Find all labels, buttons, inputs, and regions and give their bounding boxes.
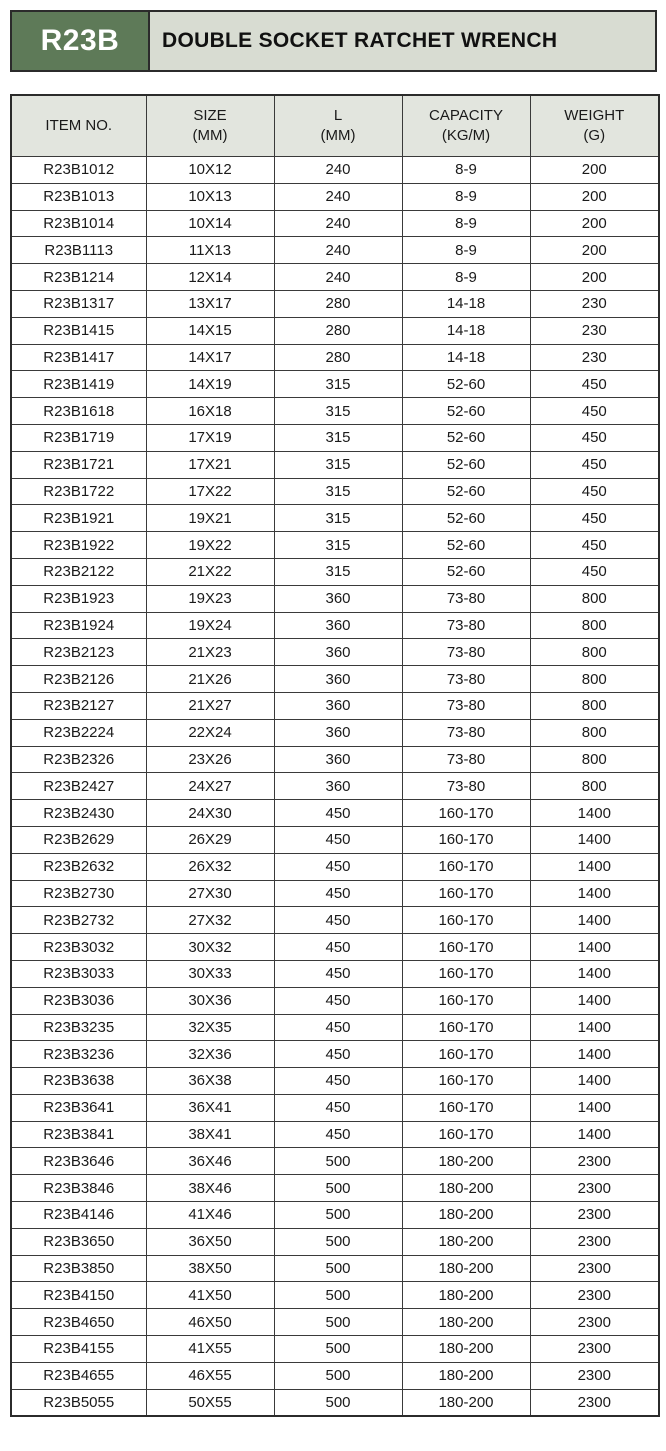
size-cell: 46X55 — [146, 1362, 274, 1389]
capacity-cell: 52-60 — [402, 424, 530, 451]
size-cell: 27X30 — [146, 880, 274, 907]
size-cell: 19X24 — [146, 612, 274, 639]
length-cell: 240 — [274, 210, 402, 237]
length-cell: 450 — [274, 987, 402, 1014]
item-no-cell: R23B1722 — [11, 478, 146, 505]
length-cell: 450 — [274, 934, 402, 961]
table-row — [11, 853, 659, 880]
size-cell: 17X21 — [146, 451, 274, 478]
table-row — [11, 478, 659, 505]
size-cell: 19X22 — [146, 532, 274, 559]
length-cell: 500 — [274, 1362, 402, 1389]
length-cell: 280 — [274, 290, 402, 317]
weight-cell: 450 — [530, 451, 659, 478]
table-row — [11, 264, 659, 291]
capacity-cell: 73-80 — [402, 773, 530, 800]
item-no-cell: R23B1719 — [11, 424, 146, 451]
weight-cell: 2300 — [530, 1202, 659, 1229]
length-cell: 500 — [274, 1336, 402, 1363]
weight-cell: 1400 — [530, 934, 659, 961]
length-cell: 450 — [274, 1094, 402, 1121]
item-no-cell: R23B2730 — [11, 880, 146, 907]
table-row — [11, 183, 659, 210]
table-row — [11, 1282, 659, 1309]
table-row — [11, 210, 659, 237]
item-no-cell: R23B3638 — [11, 1068, 146, 1095]
capacity-cell: 180-200 — [402, 1389, 530, 1416]
length-cell: 500 — [274, 1228, 402, 1255]
length-cell: 450 — [274, 826, 402, 853]
capacity-cell: 180-200 — [402, 1175, 530, 1202]
weight-cell: 1400 — [530, 1068, 659, 1095]
capacity-cell: 180-200 — [402, 1228, 530, 1255]
table-row — [11, 424, 659, 451]
item-no-cell: R23B2326 — [11, 746, 146, 773]
size-cell: 14X17 — [146, 344, 274, 371]
capacity-cell: 160-170 — [402, 934, 530, 961]
size-cell: 41X55 — [146, 1336, 274, 1363]
weight-cell: 800 — [530, 746, 659, 773]
table-row — [11, 987, 659, 1014]
capacity-cell: 160-170 — [402, 1014, 530, 1041]
length-cell: 500 — [274, 1175, 402, 1202]
size-cell: 26X29 — [146, 826, 274, 853]
length-cell: 450 — [274, 880, 402, 907]
item-no-cell: R23B4650 — [11, 1309, 146, 1336]
size-cell: 16X18 — [146, 398, 274, 425]
capacity-cell: 8-9 — [402, 210, 530, 237]
weight-cell: 230 — [530, 344, 659, 371]
weight-cell: 2300 — [530, 1255, 659, 1282]
table-row — [11, 639, 659, 666]
item-no-cell: R23B4146 — [11, 1202, 146, 1229]
length-cell: 450 — [274, 853, 402, 880]
capacity-cell: 73-80 — [402, 692, 530, 719]
capacity-cell: 52-60 — [402, 532, 530, 559]
size-cell: 19X23 — [146, 585, 274, 612]
length-cell: 450 — [274, 907, 402, 934]
table-row — [11, 451, 659, 478]
table-row — [11, 907, 659, 934]
weight-cell: 450 — [530, 371, 659, 398]
capacity-cell: 8-9 — [402, 264, 530, 291]
table-row — [11, 960, 659, 987]
weight-cell: 1400 — [530, 1094, 659, 1121]
size-cell: 10X12 — [146, 157, 274, 184]
product-code: R23B — [12, 12, 150, 70]
item-no-cell: R23B2632 — [11, 853, 146, 880]
size-cell: 22X24 — [146, 719, 274, 746]
capacity-cell: 52-60 — [402, 478, 530, 505]
weight-cell: 230 — [530, 317, 659, 344]
table-row — [11, 532, 659, 559]
capacity-cell: 14-18 — [402, 290, 530, 317]
item-no-cell: R23B3032 — [11, 934, 146, 961]
weight-cell: 450 — [530, 558, 659, 585]
item-no-cell: R23B2127 — [11, 692, 146, 719]
table-row — [11, 1175, 659, 1202]
length-cell: 450 — [274, 960, 402, 987]
item-no-cell: R23B1013 — [11, 183, 146, 210]
weight-cell: 2300 — [530, 1282, 659, 1309]
item-no-cell: R23B1924 — [11, 612, 146, 639]
table-row — [11, 371, 659, 398]
table-row — [11, 317, 659, 344]
capacity-cell: 14-18 — [402, 317, 530, 344]
item-no-cell: R23B3850 — [11, 1255, 146, 1282]
weight-cell: 800 — [530, 773, 659, 800]
weight-cell: 1400 — [530, 907, 659, 934]
length-cell: 500 — [274, 1148, 402, 1175]
item-no-cell: R23B1113 — [11, 237, 146, 264]
table-row — [11, 1255, 659, 1282]
table-row — [11, 1389, 659, 1416]
column-header-weight: WEIGHT (G) — [530, 95, 659, 157]
length-cell: 360 — [274, 746, 402, 773]
size-cell: 36X38 — [146, 1068, 274, 1095]
item-no-cell: R23B3646 — [11, 1148, 146, 1175]
size-cell: 27X32 — [146, 907, 274, 934]
size-cell: 41X46 — [146, 1202, 274, 1229]
table-row — [11, 585, 659, 612]
item-no-cell: R23B2427 — [11, 773, 146, 800]
size-cell: 41X50 — [146, 1282, 274, 1309]
size-cell: 46X50 — [146, 1309, 274, 1336]
column-header-capacity: CAPACITY (KG/M) — [402, 95, 530, 157]
size-cell: 24X30 — [146, 800, 274, 827]
table-row — [11, 612, 659, 639]
size-cell: 17X22 — [146, 478, 274, 505]
item-no-cell: R23B1214 — [11, 264, 146, 291]
size-cell: 21X22 — [146, 558, 274, 585]
capacity-cell: 73-80 — [402, 746, 530, 773]
table-row — [11, 1362, 659, 1389]
capacity-cell: 73-80 — [402, 639, 530, 666]
capacity-cell: 160-170 — [402, 1041, 530, 1068]
capacity-cell: 180-200 — [402, 1336, 530, 1363]
item-no-cell: R23B2224 — [11, 719, 146, 746]
length-cell: 500 — [274, 1202, 402, 1229]
table-body — [11, 157, 659, 1417]
table-row — [11, 1228, 659, 1255]
item-no-cell: R23B5055 — [11, 1389, 146, 1416]
capacity-cell: 180-200 — [402, 1255, 530, 1282]
length-cell: 450 — [274, 1121, 402, 1148]
table-row — [11, 880, 659, 907]
size-cell: 26X32 — [146, 853, 274, 880]
length-cell: 240 — [274, 237, 402, 264]
weight-cell: 2300 — [530, 1148, 659, 1175]
weight-cell: 1400 — [530, 1121, 659, 1148]
item-no-cell: R23B2122 — [11, 558, 146, 585]
size-cell: 21X23 — [146, 639, 274, 666]
weight-cell: 2300 — [530, 1309, 659, 1336]
capacity-cell: 52-60 — [402, 451, 530, 478]
table-row — [11, 558, 659, 585]
length-cell: 280 — [274, 344, 402, 371]
capacity-cell: 52-60 — [402, 558, 530, 585]
length-cell: 240 — [274, 264, 402, 291]
item-no-cell: R23B3841 — [11, 1121, 146, 1148]
weight-cell: 1400 — [530, 853, 659, 880]
length-cell: 360 — [274, 666, 402, 693]
weight-cell: 800 — [530, 692, 659, 719]
table-row — [11, 746, 659, 773]
capacity-cell: 180-200 — [402, 1362, 530, 1389]
table-row — [11, 1309, 659, 1336]
capacity-cell: 8-9 — [402, 237, 530, 264]
weight-cell: 1400 — [530, 1014, 659, 1041]
item-no-cell: R23B1415 — [11, 317, 146, 344]
weight-cell: 200 — [530, 264, 659, 291]
size-cell: 12X14 — [146, 264, 274, 291]
weight-cell: 2300 — [530, 1389, 659, 1416]
size-cell: 38X41 — [146, 1121, 274, 1148]
size-cell: 13X17 — [146, 290, 274, 317]
item-no-cell: R23B1921 — [11, 505, 146, 532]
item-no-cell: R23B4150 — [11, 1282, 146, 1309]
weight-cell: 1400 — [530, 826, 659, 853]
item-no-cell: R23B4655 — [11, 1362, 146, 1389]
length-cell: 500 — [274, 1255, 402, 1282]
column-header-length: L (MM) — [274, 95, 402, 157]
weight-cell: 450 — [530, 505, 659, 532]
capacity-cell: 180-200 — [402, 1282, 530, 1309]
size-cell: 21X27 — [146, 692, 274, 719]
capacity-cell: 8-9 — [402, 183, 530, 210]
item-no-cell: R23B1417 — [11, 344, 146, 371]
length-cell: 360 — [274, 773, 402, 800]
table-row — [11, 290, 659, 317]
table-row — [11, 1202, 659, 1229]
weight-cell: 450 — [530, 398, 659, 425]
column-header-size: SIZE (MM) — [146, 95, 274, 157]
item-no-cell: R23B2430 — [11, 800, 146, 827]
length-cell: 315 — [274, 505, 402, 532]
size-cell: 14X15 — [146, 317, 274, 344]
length-cell: 315 — [274, 398, 402, 425]
size-cell: 30X33 — [146, 960, 274, 987]
size-cell: 38X50 — [146, 1255, 274, 1282]
weight-cell: 2300 — [530, 1362, 659, 1389]
length-cell: 280 — [274, 317, 402, 344]
capacity-cell: 52-60 — [402, 398, 530, 425]
item-no-cell: R23B3846 — [11, 1175, 146, 1202]
weight-cell: 200 — [530, 157, 659, 184]
item-no-cell: R23B2126 — [11, 666, 146, 693]
size-cell: 17X19 — [146, 424, 274, 451]
table-row — [11, 1094, 659, 1121]
table-row — [11, 1148, 659, 1175]
size-cell: 36X41 — [146, 1094, 274, 1121]
item-no-cell: R23B1922 — [11, 532, 146, 559]
capacity-cell: 160-170 — [402, 853, 530, 880]
spec-table — [10, 94, 660, 1417]
table-row — [11, 237, 659, 264]
weight-cell: 200 — [530, 210, 659, 237]
length-cell: 315 — [274, 478, 402, 505]
table-row — [11, 1121, 659, 1148]
capacity-cell: 160-170 — [402, 800, 530, 827]
length-cell: 450 — [274, 1014, 402, 1041]
table-row — [11, 719, 659, 746]
size-cell: 24X27 — [146, 773, 274, 800]
capacity-cell: 14-18 — [402, 344, 530, 371]
capacity-cell: 180-200 — [402, 1309, 530, 1336]
item-no-cell: R23B1014 — [11, 210, 146, 237]
size-cell: 23X26 — [146, 746, 274, 773]
weight-cell: 1400 — [530, 880, 659, 907]
weight-cell: 230 — [530, 290, 659, 317]
size-cell: 14X19 — [146, 371, 274, 398]
size-cell: 32X35 — [146, 1014, 274, 1041]
weight-cell: 1400 — [530, 960, 659, 987]
weight-cell: 1400 — [530, 987, 659, 1014]
capacity-cell: 180-200 — [402, 1148, 530, 1175]
capacity-cell: 73-80 — [402, 719, 530, 746]
length-cell: 315 — [274, 558, 402, 585]
item-no-cell: R23B3641 — [11, 1094, 146, 1121]
size-cell: 10X14 — [146, 210, 274, 237]
weight-cell: 800 — [530, 612, 659, 639]
table-row — [11, 800, 659, 827]
table-row — [11, 344, 659, 371]
table-row — [11, 1014, 659, 1041]
weight-cell: 800 — [530, 639, 659, 666]
length-cell: 500 — [274, 1282, 402, 1309]
table-header-row — [11, 95, 659, 157]
length-cell: 315 — [274, 532, 402, 559]
weight-cell: 1400 — [530, 800, 659, 827]
table-row — [11, 1068, 659, 1095]
size-cell: 38X46 — [146, 1175, 274, 1202]
capacity-cell: 160-170 — [402, 1094, 530, 1121]
length-cell: 315 — [274, 424, 402, 451]
size-cell: 36X46 — [146, 1148, 274, 1175]
weight-cell: 1400 — [530, 1041, 659, 1068]
size-cell: 21X26 — [146, 666, 274, 693]
capacity-cell: 180-200 — [402, 1202, 530, 1229]
item-no-cell: R23B3236 — [11, 1041, 146, 1068]
item-no-cell: R23B1419 — [11, 371, 146, 398]
table-row — [11, 157, 659, 184]
item-no-cell: R23B2732 — [11, 907, 146, 934]
length-cell: 500 — [274, 1389, 402, 1416]
length-cell: 450 — [274, 1068, 402, 1095]
length-cell: 240 — [274, 183, 402, 210]
weight-cell: 450 — [530, 424, 659, 451]
capacity-cell: 160-170 — [402, 907, 530, 934]
capacity-cell: 160-170 — [402, 1121, 530, 1148]
capacity-cell: 160-170 — [402, 880, 530, 907]
length-cell: 450 — [274, 1041, 402, 1068]
item-no-cell: R23B3235 — [11, 1014, 146, 1041]
table-row — [11, 934, 659, 961]
item-no-cell: R23B1923 — [11, 585, 146, 612]
table-row — [11, 1041, 659, 1068]
capacity-cell: 52-60 — [402, 505, 530, 532]
table-row — [11, 1336, 659, 1363]
size-cell: 11X13 — [146, 237, 274, 264]
item-no-cell: R23B1721 — [11, 451, 146, 478]
item-no-cell: R23B1317 — [11, 290, 146, 317]
table-row — [11, 505, 659, 532]
weight-cell: 450 — [530, 532, 659, 559]
weight-cell: 2300 — [530, 1228, 659, 1255]
item-no-cell: R23B1012 — [11, 157, 146, 184]
size-cell: 30X32 — [146, 934, 274, 961]
length-cell: 360 — [274, 639, 402, 666]
size-cell: 32X36 — [146, 1041, 274, 1068]
length-cell: 500 — [274, 1309, 402, 1336]
weight-cell: 450 — [530, 478, 659, 505]
capacity-cell: 73-80 — [402, 585, 530, 612]
capacity-cell: 160-170 — [402, 960, 530, 987]
capacity-cell: 73-80 — [402, 612, 530, 639]
weight-cell: 2300 — [530, 1336, 659, 1363]
product-header — [10, 10, 657, 72]
item-no-cell: R23B3036 — [11, 987, 146, 1014]
table-row — [11, 398, 659, 425]
weight-cell: 200 — [530, 237, 659, 264]
length-cell: 360 — [274, 692, 402, 719]
length-cell: 360 — [274, 719, 402, 746]
size-cell: 19X21 — [146, 505, 274, 532]
item-no-cell: R23B3033 — [11, 960, 146, 987]
item-no-cell: R23B1618 — [11, 398, 146, 425]
item-no-cell: R23B3650 — [11, 1228, 146, 1255]
weight-cell: 200 — [530, 183, 659, 210]
table-row — [11, 666, 659, 693]
product-title: DOUBLE SOCKET RATCHET WRENCH — [150, 12, 655, 70]
table-row — [11, 773, 659, 800]
size-cell: 10X13 — [146, 183, 274, 210]
size-cell: 36X50 — [146, 1228, 274, 1255]
capacity-cell: 8-9 — [402, 157, 530, 184]
length-cell: 360 — [274, 585, 402, 612]
weight-cell: 800 — [530, 585, 659, 612]
table-row — [11, 826, 659, 853]
length-cell: 240 — [274, 157, 402, 184]
capacity-cell: 160-170 — [402, 1068, 530, 1095]
item-no-cell: R23B2629 — [11, 826, 146, 853]
length-cell: 315 — [274, 371, 402, 398]
weight-cell: 800 — [530, 719, 659, 746]
size-cell: 50X55 — [146, 1389, 274, 1416]
column-header-item-no: ITEM NO. — [11, 95, 146, 157]
length-cell: 315 — [274, 451, 402, 478]
length-cell: 450 — [274, 800, 402, 827]
capacity-cell: 160-170 — [402, 987, 530, 1014]
capacity-cell: 52-60 — [402, 371, 530, 398]
weight-cell: 800 — [530, 666, 659, 693]
item-no-cell: R23B2123 — [11, 639, 146, 666]
length-cell: 360 — [274, 612, 402, 639]
capacity-cell: 73-80 — [402, 666, 530, 693]
weight-cell: 2300 — [530, 1175, 659, 1202]
table-row — [11, 692, 659, 719]
size-cell: 30X36 — [146, 987, 274, 1014]
item-no-cell: R23B4155 — [11, 1336, 146, 1363]
capacity-cell: 160-170 — [402, 826, 530, 853]
